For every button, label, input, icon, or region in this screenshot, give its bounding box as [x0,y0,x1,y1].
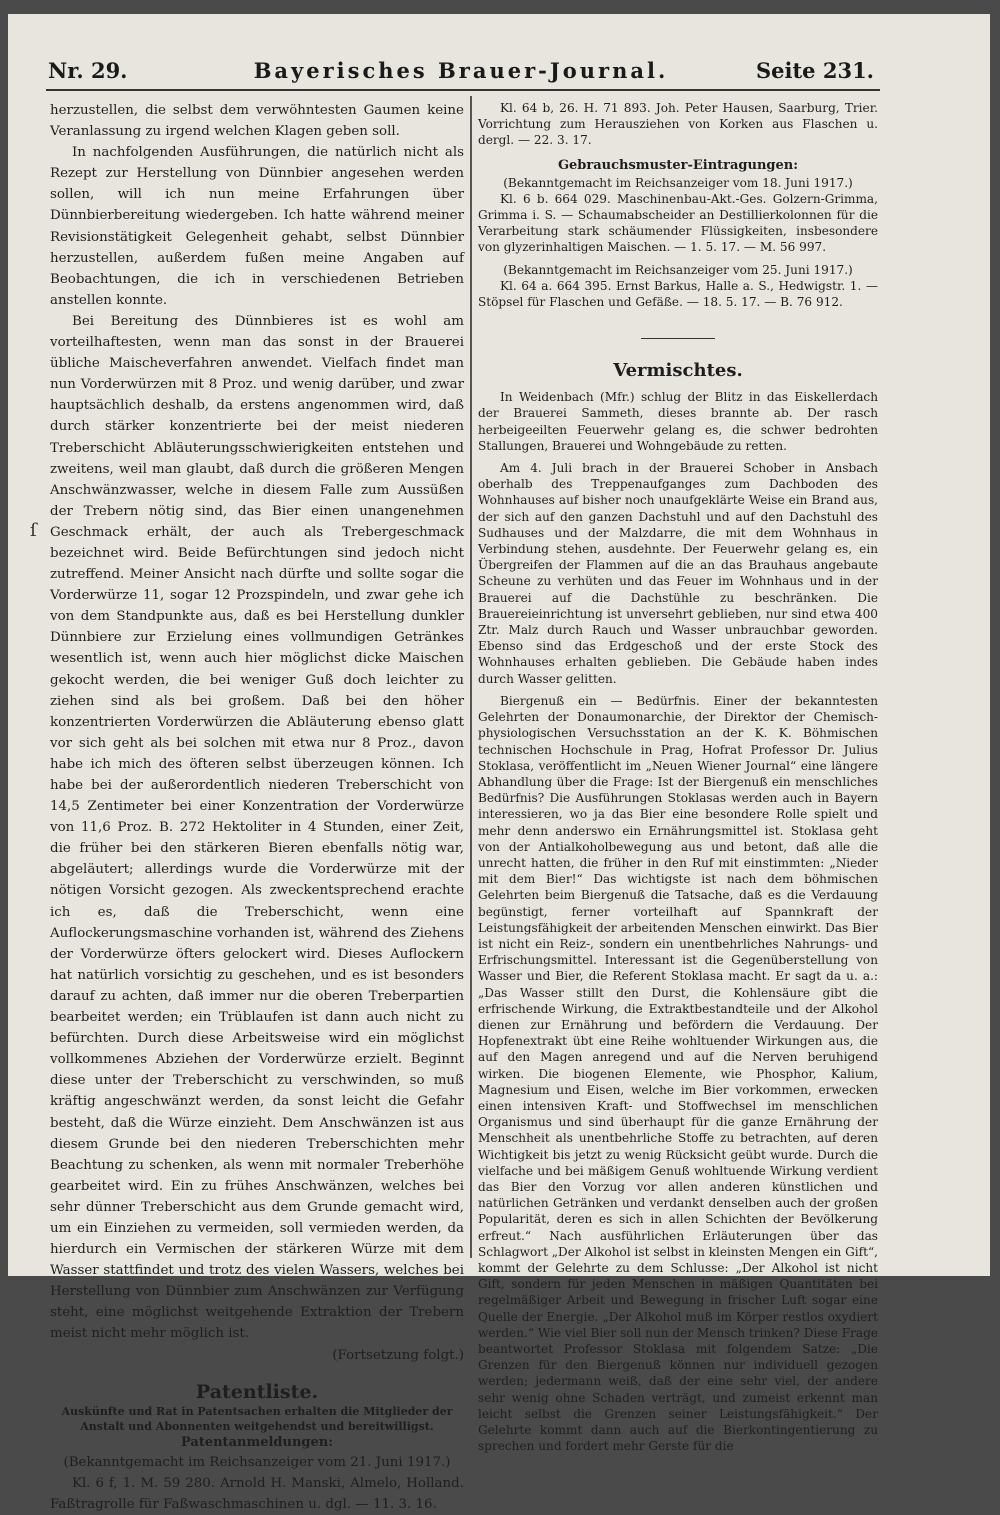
article-paragraph: In nachfolgenden Ausführungen, die natürlich nicht als Rezept zur Herstellung von Dünnbier angesehen werden sollen, will ich nun meine Erfahrungen über Dünnbierbereitung wiedergeben. Ich hatte während meiner Revisionstätigkeit Gelegenheit gehabt, selbst Dünnbier herzustellen, außerdem fußen meine Angaben auf Beobachtungen, die ich in verschiedenen Betrieben anstellen konnte. [50,145,464,308]
patent-applications-title: Patentanmeldungen: [180,1434,334,1450]
right-column [478,100,878,1454]
section-divider [641,338,715,339]
page-number: Seite 231. [755,58,874,83]
publication-note: (Bekanntgemacht im Reichsanzeiger vom 25. Juni 1917.) [503,262,853,277]
publication-note: (Bekanntgemacht im Reichsanzeiger vom 21. Juni 1917.) [63,1454,451,1470]
patent-entry: Kl. 64 b, 26. H. 71 893. Joh. Peter Hausen, Saarburg, Trier. Vorrichtung zum Herausziehen von Korken aus Flaschen u. dergl. — 22. 3. 17. [478,101,878,148]
page-header [48,58,874,86]
miscellaneous-title: Vermischtes. [613,360,743,382]
continuation-note: (Fortsetzung folgt.) [332,1347,464,1363]
left-column [50,100,464,1515]
issue-number: Nr. 29. [48,58,128,83]
news-paragraph: Biergenuß ein — Bedürfnis. Einer der bekanntesten Gelehrten der Donaumonarchie, der Direktor der Chemisch-physiologischen Versuchsstation an der K. K. Böhmischen technischen Hochschule in Prag, Hofrat Professor Dr. Julius Stoklasa, veröffentlicht im „Neuen Wiener Journal“ eine längere Abhandlung über die Frage: Ist der Biergenuß ein menschliches Bedürfnis? Die Ausführungen Stoklasas werden auch in Bayern interessieren, wo ja das Bier eine besondere Rolle spielt und mehr denn anderswo ein Ernährungsmittel ist. Stoklasa geht von der Antialkoholbewegung aus und betont, daß alle die unrecht hatten, die früher in den Ruf mit einstimmten: „Nieder mit dem Bier!“ Das wichtigste ist nach dem böhmischen Gelehrten beim Biergenuß die Tatsache, daß es die Verdauung begünstigt, ferner vorteilhaft auf Spannkraft der Leistungsfähigkeit der arbeitenden Menschen einwirkt. Das Bier ist nicht ein Reiz-, sondern ein unentbehrliches Nahrungs- und Erfrischungsmittel. Interessant ist die Gegenüberstellung von Wasser und Bier, die Referent Stoklasa macht. Er sagt da u. a.: „Das Wasser stillt den Durst, die Kohlensäure gibt die erfrischende Wirkung, die Extraktbestandteile und der Alkohol dienen zur Ernährung und befördern die Verdauung. Der Hopfenextrakt übt eine Reihe wohltuender Wirkungen aus, die auf den Magen anregend und auf die Nerven beruhigend wirken. Die biogenen Elemente, wie Phosphor, Kalium, Magnesium und Eisen, welche im Bier vorkommen, erwecken einen intensiven Kraft- und Stoffwechsel im menschlichen Organismus und sind überhaupt für die ganze Ernährung der Menschheit als unentbehrliche Stoffe zu betrachten, auf deren Wichtigkeit bis jetzt zu wenig Rücksicht geübt wurde. Durch die vielfache und bei mäßigem Genuß wohltuende Wirkung verdient das Bier den Vorzug vor allen anderen künstlichen und natürlichen Getränken und verdankt denselben auch der großen Popularität, deren es sich in allen Schichten der Bevölkerung erfreut.“ Nach ausführlichen Erläuterungen über das Schlagwort „Der Alkohol ist selbst in kleinsten Mengen ein Gift“, kommt der Gelehrte zu dem Schlusse: „Der Alkohol ist nicht Gift, sondern für jeden Menschen in mäßigen Quantitäten bei regelmäßiger Arbeit und Bewegung in frischer Luft sogar eine Quelle der Energie. „Der Alkohol muß im Körper restlos oxydiert werden.“ Wie viel Bier soll nun der Mensch trinken? Diese Frage beantwortet Professor Stoklasa mit folgendem Satze: „Die Grenzen für den Biergenuß können nur individuell gezogen werden; jedermann weiß, daß der eine sehr viel, der andere sehr wenig ohne Schaden verträgt, und zumeist erkennt man leicht selbst die Grenzen seiner Leistungsfähigkeit.“ Der Gelehrte kommt dann auch auf die Bierkontingentierung zu sprechen und fordert mehr Gerste für die [478,693,878,1454]
margin-mark: ſ [30,520,37,541]
publication-note: (Bekanntgemacht im Reichsanzeiger vom 18. Juni 1917.) [503,175,853,190]
journal-title: Bayerisches Brauer-Journal. [253,58,669,83]
patent-entry: Kl. 6 f, 1. M. 59 280. Arnold H. Manski, Almelo, Holland. Faßtragrolle für Faßwaschmaschinen u. dgl. — 11. 3. 16. [50,1475,464,1512]
utility-model-entry: Kl. 6 b. 664 029. Maschinenbau-Akt.-Ges. Golzern-Grimma, Grimma i. S. — Schaumabscheider an Destillierkolonnen für die Verarbeitung stark schäumender Flüssigkeiten, insbesondere von glyzerinhaltigen Maischen. — 1. 5. 17. — M. 56 997. [478,191,878,255]
article-paragraph: Bei Bereitung des Dünnbieres ist es wohl am vorteilhaftesten, wenn man das sonst in der Brauerei übliche Maischeverfahren anwendet. Vielfach findet man nun Vorderwürzen mit 8 Proz. und wenig darüber, und zwar hauptsächlich deshalb, da erstens angenommen wird, daß durch stärker konzentrierte bei der meist niederen Treberschicht Abläuterungsschwierigkeiten entstehen und zweitens, weil man glaubt, daß durch die größeren Mengen Anschwänzwasser, welche in diesem Falle zum Aussüßen der Trebern nötig sind, das Bier einen unangenehmen Geschmack erhält, der auch als Trebergeschmack bezeichnet wird. Beide Befürchtungen sind jedoch nicht zutreffend. Meiner Ansicht nach dürfte und sollte sogar die Vorderwürze 11, sogar 12 Prozspindeln, und zwar gehe ich von dem Standpunkte aus, daß es bei Herstellung dunkler Dünnbiere zur Erzielung eines vollmundigen Getränkes wesentlich ist, wenn auch hier möglichst dicke Maischen gekocht werden, die bei weniger Guß doch leichter zu ziehen sind als bei großem. Daß bei den höher konzentrierten Vorderwürzen die Abläuterung ebenso glatt vor sich geht als bei solchen mit etwa nur 8 Proz., davon habe ich mich des öfteren selbst überzeugen können. Ich habe bei der außerordentlich niederen Treberschicht von 14,5 Zentimeter bei einer Konzentration der Vorderwürze von 11,6 Proz. B. 272 Hektoliter in 4 Stunden, einer Zeit, die früher bei den stärkeren Bieren ebenfalls nötig war, abgeläutert; allerdings wurde die Vorderwürze mit der nötigen Vorsicht gezogen. Als zweckentsprechend erachte ich es, daß die Treberschicht, wenn eine Auflockerungsmaschine vorhanden ist, während des Ziehens der Vorderwürze öfters gelockert wird. Dieses Auflockern hat natürlich vorsichtig zu geschehen, und es ist besonders darauf zu achten, daß immer nur die oberen Treberpartien bearbeitet werden; ein Trüblaufen ist dann auch nicht zu befürchten. Durch diese Arbeitsweise wird ein möglichst vollkommenes Abziehen der Vorderwürze erzielt. Beginnt diese unter der Treberschicht zu verschwinden, so muß kräftig angeschwänzt werden, da sonst leicht die Gefahr besteht, daß die Würze einzieht. Dem Anschwänzen ist aus diesem Grunde bei den niederen Treberschichten mehr Beachtung zu schenken, als wenn mit normaler Treberhöhe gearbeitet wird. Ein zu frühes Anschwänzen, welches bei sehr dünner Treberschicht aus dem Grunde gemacht wird, um ein Einziehen zu vermeiden, soll vermieden werden, da hierdurch ein Vermischen der stärkeren Würze mit dem Wasser stattfindet und trotz des vielen Wassers, welches bei Herstellung von Dünnbier zum Anschwänzen zur Verfügung steht, eine möglichst weitgehende Extraktion der Trebern meist nicht mehr möglich ist. [50,313,464,1342]
news-paragraph: Am 4. Juli brach in der Brauerei Schober in Ansbach oberhalb des Treppenaufganges zum Dachboden des Wohnhauses auf bisher noch unaufgeklärte Weise ein Brand aus, der sich auf den ganzen Dachstuhl und auf den Dachstuhl des Sudhauses und der Malzdarre, die mit dem Wohnhaus in Verbindung stehen, ausdehnte. Der Feuerwehr gelang es, ein Übergreifen der Flammen auf die an das Brauhaus angebaute Scheune zu verhüten und das Feuer im Wohnhaus und in der Brauerei auf die Dachstühle zu beschränken. Die Brauereieinrichtung ist unversehrt geblieben, nur sind etwa 400 Ztr. Malz durch Rauch und Wasser unbrauchbar geworden. Ebenso sind das Erdgeschoß und der erste Stock des Wohnhauses erhalten geblieben. Die Gebäude haben indes durch Wasser gelitten. [478,461,878,686]
news-paragraph: In Weidenbach (Mfr.) schlug der Blitz in das Eiskellerdach der Brauerei Sammeth, dieses brannte ab. Der rasch herbeigeeilten Feuerwehr gelang es, die schwer bedrohten Stallungen, Brauerei und Wohngebäude zu retten. [478,390,878,453]
header-rule [46,89,880,91]
utility-models-title: Gebrauchsmuster-Eintragungen: [557,157,799,173]
article-paragraph: herzustellen, die selbst dem verwöhntesten Gaumen keine Veranlassung zu irgend welchen Klagen geben soll. [50,103,464,140]
utility-model-entry: Kl. 64 a. 664 395. Ernst Barkus, Halle a. S., Hedwigstr. 1. — Stöpsel für Flaschen und Gefäße. — 18. 5. 17. — B. 76 912. [478,278,878,310]
patent-list-title: Patentliste. [195,1380,319,1403]
column-divider [470,96,472,1258]
patent-info: Auskünfte und Rat in Patentsachen erhalten die Mitglieder der Anstalt und Abonnenten weitgehendst und bereitwilligst. [61,1404,453,1433]
